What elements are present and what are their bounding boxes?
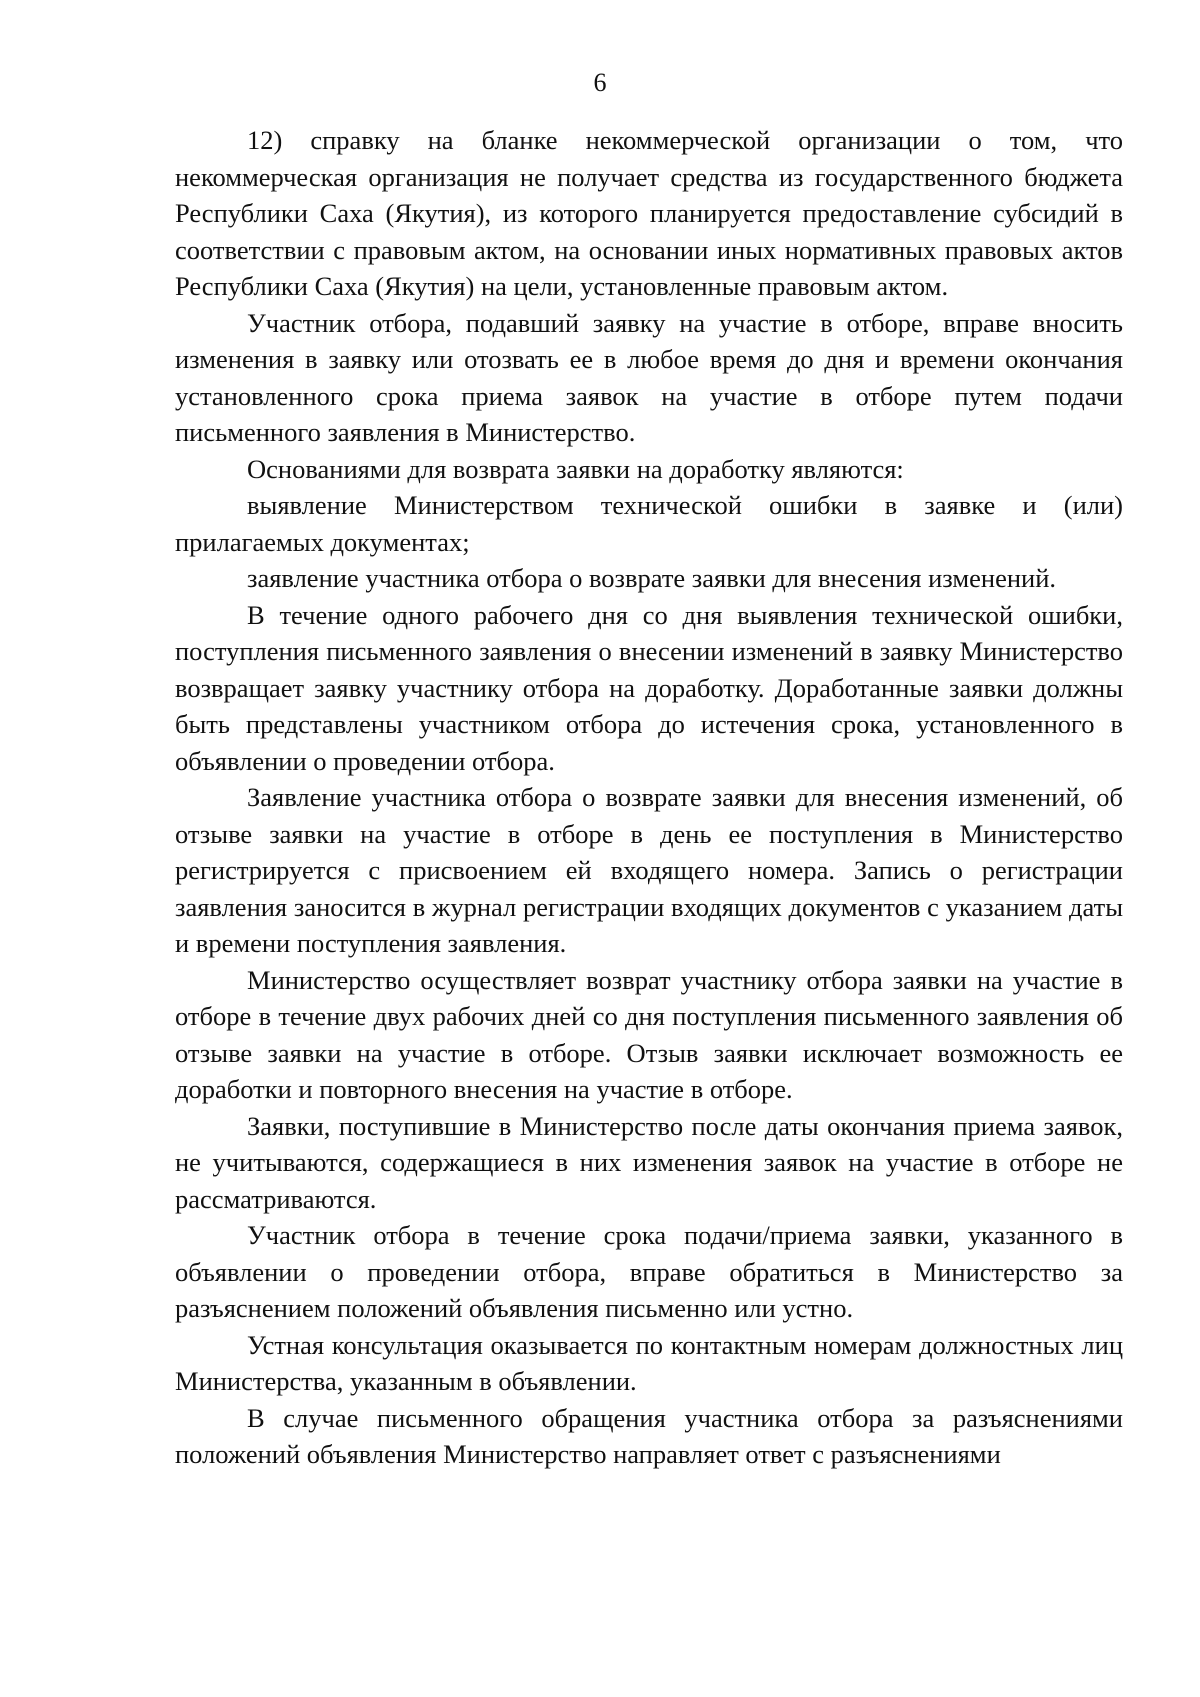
paragraph-withdrawal: Министерство осуществляет возврат участнику отбора заявки на участие в отборе в течение двух рабочих дней со дня поступления письменного заявления об отзыве заявки на участие в отборе. Отзыв заявки исключает возможность ее доработки и повторного внесения на участие в отборе. (175, 964, 1123, 1104)
paragraph-participant-statement: заявление участника отбора о возврате заявки для внесения изменений. (247, 563, 1057, 593)
paragraph-registration: Заявление участника отбора о возврате заявки для внесения изменений, об отзыве заявки на участие в отборе в день ее поступления в Министерство регистрируется с присвоением ей входящего номера. Запись о регистрации заявления заносится в журнал регистрации входящих документов с указанием даты и времени поступления заявления. (175, 782, 1123, 958)
paragraph-clarification-request: Участник отбора в течение срока подачи/приема заявки, указанного в объявлении о проведении отбора, вправе обратиться в Министерство за разъяснением положений объявления письменно или устно. (175, 1220, 1123, 1323)
paragraph-technical-error: выявление Министерством технической ошибки в заявке и (или) прилагаемых документах; (175, 490, 1123, 557)
paragraph-oral-consultation: Устная консультация оказывается по контактным номерам должностных лиц Министерства, указанным в объявлении. (175, 1329, 1123, 1396)
paragraph-written-inquiry: В случае письменного обращения участника отбора за разъяснениями положений объявления Министерство направляет ответ с разъяснениями (175, 1402, 1123, 1469)
paragraph-late-applications: Заявки, поступившие в Министерство после даты окончания приема заявок, не учитываются, содержащиеся в них изменения заявок на участие в отборе не рассматриваются. (175, 1110, 1123, 1214)
document-body (175, 122, 1123, 1473)
paragraph-item-12: 12) справку на бланке некоммерческой организации о том, что некоммерческая организация не получает средства из государственного бюджета Республики Саха (Якутия), из которого планируется предоставление субсидий в соответствии с правовым актом, на основании иных нормативных правовых актов Республики Саха (Якутия) на цели, установленные правовым актом. (175, 125, 1123, 301)
paragraph-return-grounds: Основаниями для возврата заявки на доработку являются: (247, 453, 904, 484)
paragraph-application-changes: Участник отбора, подавший заявку на участие в отборе, вправе вносить изменения в заявку или отозвать ее в любое время до дня и времени окончания установленного срока приема заявок на участие в отборе путем подачи письменного заявления в Министерство. (175, 307, 1123, 447)
paragraph-return-for-revision: В течение одного рабочего дня со дня выявления технической ошибки, поступления письменного заявления о внесении изменений в заявку Министерство возвращает заявку участнику отбора на доработку. Доработанные заявки должны быть представлены участником отбора до истечения срока, установленного в объявлении о проведении отбора. (175, 599, 1123, 776)
page-number: 6 (593, 68, 607, 97)
